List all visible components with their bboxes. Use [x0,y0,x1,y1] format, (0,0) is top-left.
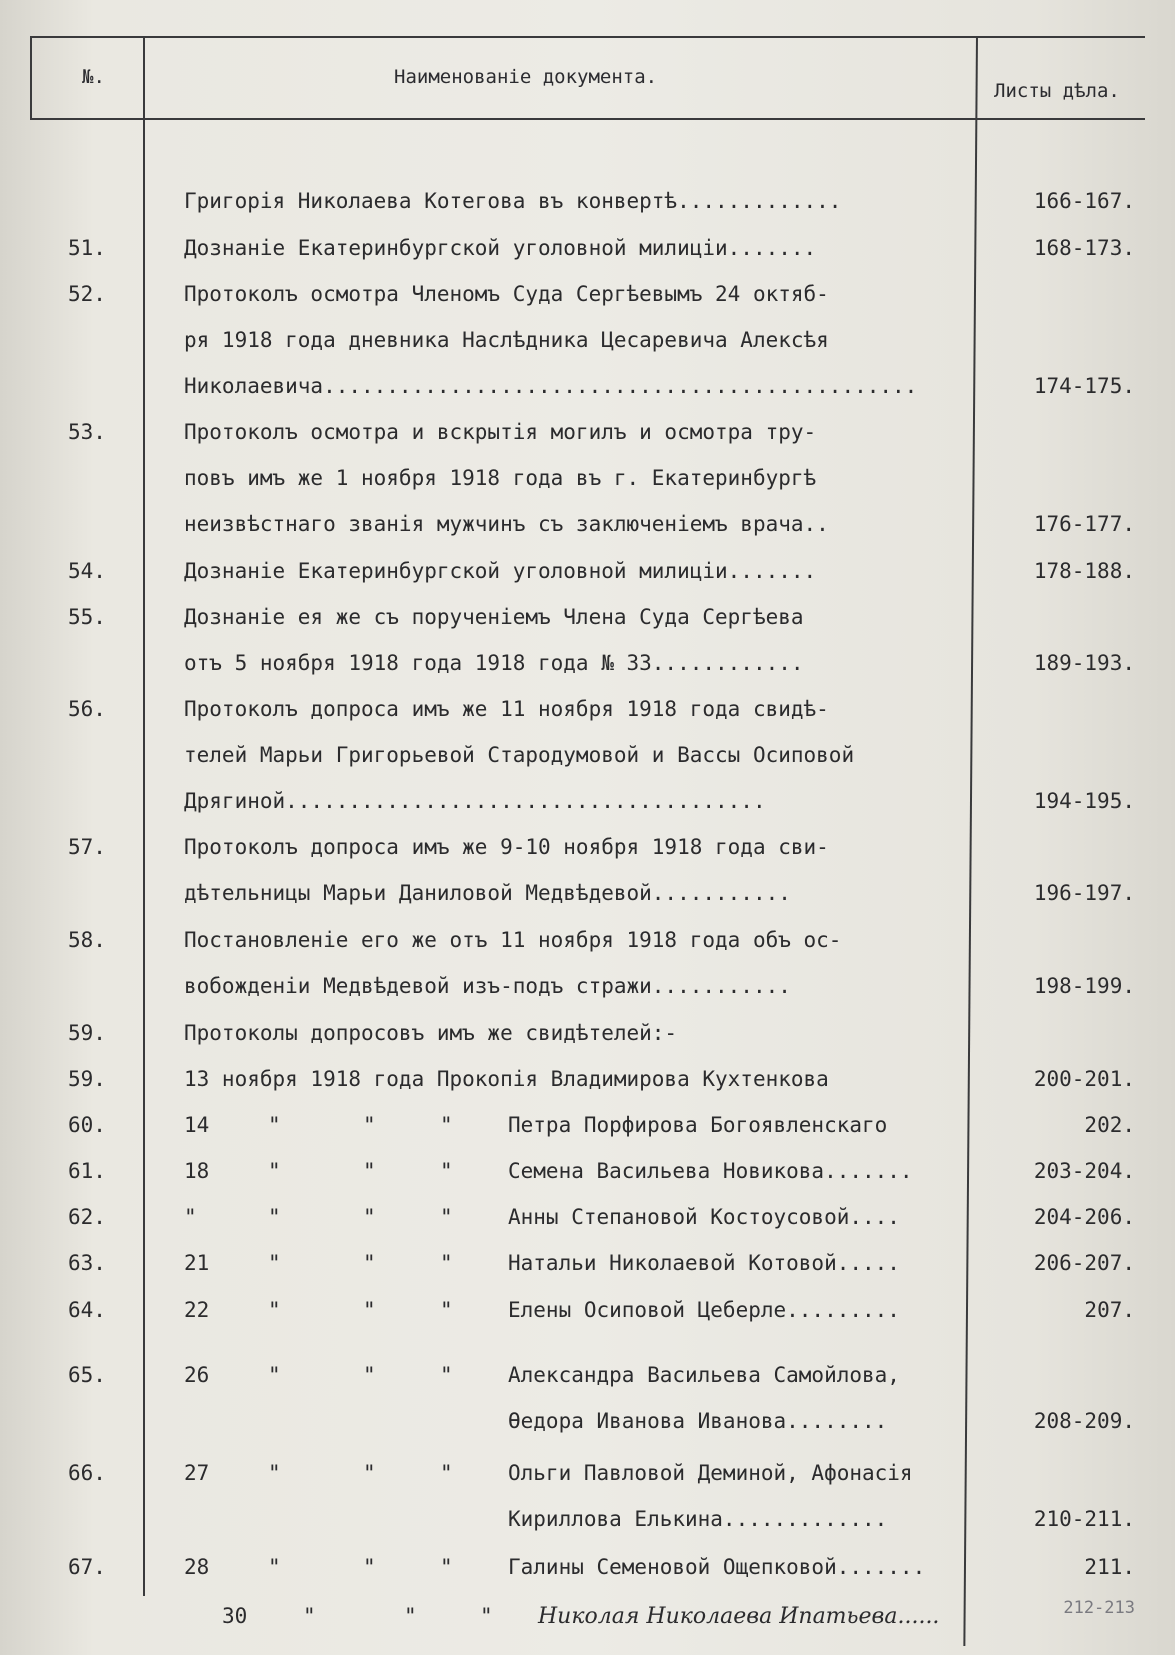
item-title: вобожденіи Медвѣдевой изъ-подъ стражи........... [184,974,791,998]
item-title: Протоколъ осмотра и вскрытія могилъ и осмотра тру- [184,420,817,444]
item-number: 53. [68,420,106,444]
item-title: дѣтельницы Марьи Даниловой Медвѣдевой........... [184,881,791,905]
witness-name: Натальи Николаевой Котовой..... [508,1251,900,1275]
sub-list-item [0,1290,1175,1334]
list-item [0,781,1175,825]
item-title: отъ 5 ноября 1918 года 1918 года № 33............ [184,651,804,675]
item-day: 18 [184,1159,210,1183]
item-day: 30 [222,1604,248,1628]
item-title: Протоколъ допроса имъ же 9-10 ноября 1918 года сви- [184,835,829,859]
list-item [0,689,1175,733]
item-pages: 206-207. [1033,1251,1135,1275]
ditto-mark: " [268,1555,281,1579]
item-pages: 204-206. [1033,1205,1135,1229]
item-pages: 189-193. [1033,651,1135,675]
ditto-mark: " [363,1363,376,1387]
item-day: 27 [184,1461,210,1485]
left-border-rule [30,36,32,120]
item-pages: 200-201. [1033,1067,1135,1091]
sub-list-item [0,1596,1175,1640]
ditto-mark: " [404,1604,417,1628]
item-title: Дрягиной...................................... [184,789,766,813]
item-day: 14 [184,1113,210,1137]
item-pages: 196-197. [1033,881,1135,905]
item-pages: 210-211. [1033,1507,1135,1531]
list-item [0,643,1175,687]
item-day: 28 [184,1555,210,1579]
sub-list-item [0,1151,1175,1195]
ditto-mark: " [363,1113,376,1137]
sub-list-item [0,1453,1175,1497]
item-title: Протоколы допросовъ имъ же свидѣтелей:- [184,1021,678,1045]
witness-name: Николая Николаева Ипатьева...... [538,1604,940,1629]
item-number: 60. [68,1113,106,1137]
item-number: 63. [68,1251,106,1275]
witness-name: Анны Степановой Костоусовой.... [508,1205,900,1229]
witness-name: Ѳедора Иванова Иванова........ [508,1409,888,1433]
ditto-mark: " [440,1461,453,1485]
ditto-mark: " [303,1604,316,1628]
witness-name: Галины Семеновой Ощепковой....... [508,1555,926,1579]
list-item [0,228,1175,272]
sub-list-item [0,1401,1175,1445]
item-number: 64. [68,1298,106,1322]
item-number: 52. [68,282,106,306]
item-number: 51. [68,236,106,260]
item-pages: 194-195. [1033,789,1135,813]
ditto-mark: " [480,1604,493,1628]
ditto-mark: " [440,1555,453,1579]
item-pages: 208-209. [1033,1409,1135,1433]
item-title: Николаевича............................................... [184,374,918,398]
item-title: Григорія Николаева Котегова въ конвертѣ............. [184,189,842,213]
item-number: 59. [68,1067,106,1091]
item-day: 22 [184,1298,210,1322]
ditto-mark: " [363,1159,376,1183]
item-number: 65. [68,1363,106,1387]
item-pages: 211. [1084,1555,1135,1579]
witness-name: Кириллова Елькина............. [508,1507,888,1531]
item-number: 58. [68,928,106,952]
item-pages: 198-199. [1033,974,1135,998]
item-title: 13 ноября 1918 года Прокопія Владимирова Кухтенкова [184,1067,829,1091]
item-title: Дознаніе ея же съ порученіемъ Члена Суда Сергѣева [184,605,804,629]
witness-name: Елены Осиповой Цеберле......... [508,1298,900,1322]
ditto-mark: " [363,1555,376,1579]
list-item [0,873,1175,917]
item-title: Постановленіе его же отъ 11 ноября 1918 года объ ос- [184,928,842,952]
ditto-mark: " [268,1298,281,1322]
list-item [0,966,1175,1010]
item-number: 67. [68,1555,106,1579]
item-title: неизвѣстнаго званія мужчинъ съ заключеніемъ врача.. [184,512,829,536]
list-item [0,320,1175,364]
list-item [0,920,1175,964]
item-pages: 178-188. [1033,559,1135,583]
header-num: №. [82,66,105,88]
list-item [0,735,1175,779]
list-item [0,827,1175,871]
item-number: 66. [68,1461,106,1485]
ditto-mark: " [363,1461,376,1485]
item-number: 55. [68,605,106,629]
header-pages: Листы дѣла. [994,80,1120,102]
item-title: телей Марьи Григорьевой Стародумовой и Вассы Осиповой [184,743,855,767]
list-item [0,274,1175,318]
ditto-mark: " [268,1461,281,1485]
ditto-mark: " [268,1363,281,1387]
item-number: 59. [68,1021,106,1045]
item-title: Дознаніе Екатеринбургской уголовной милиціи....... [184,236,817,260]
sub-list-item [0,1105,1175,1149]
header-title: Наименованіе документа. [394,66,658,88]
item-pages: 168-173. [1033,236,1135,260]
list-item [0,181,1175,225]
item-title: Дознаніе Екатеринбургской уголовной милиціи....... [184,559,817,583]
item-pages: 166-167. [1033,189,1135,213]
header-bottom-rule [30,118,1145,120]
sub-list-item [0,1499,1175,1543]
item-pages: 207. [1084,1298,1135,1322]
ditto-mark: " [268,1205,281,1229]
list-item [0,458,1175,502]
item-title: ря 1918 года дневника Наслѣдника Цесаревича Алексѣя [184,328,829,352]
item-title: Протоколъ допроса имъ же 11 ноября 1918 года свидѣ- [184,697,829,721]
sub-list-item [0,1547,1175,1591]
item-day: " [184,1205,197,1229]
ditto-mark: " [268,1159,281,1183]
item-pages: 212-213 [1063,1598,1135,1618]
list-item [0,597,1175,641]
list-item [0,1059,1175,1103]
ditto-mark: " [440,1159,453,1183]
ditto-mark: " [440,1298,453,1322]
ditto-mark: " [363,1251,376,1275]
ditto-mark: " [268,1113,281,1137]
item-title: повъ имъ же 1 ноября 1918 года въ г. Екатеринбургѣ [184,466,817,490]
list-item [0,412,1175,456]
witness-name: Ольги Павловой Деминой, Афонасія [508,1461,913,1485]
item-number: 62. [68,1205,106,1229]
list-item [0,366,1175,410]
item-pages: 174-175. [1033,374,1135,398]
item-number: 54. [68,559,106,583]
ditto-mark: " [363,1298,376,1322]
witness-name: Семена Васильева Новикова....... [508,1159,913,1183]
list-item [0,504,1175,548]
item-day: 21 [184,1251,210,1275]
item-pages: 203-204. [1033,1159,1135,1183]
ditto-mark: " [363,1205,376,1229]
list-item [0,551,1175,595]
item-title: Протоколъ осмотра Членомъ Суда Сергѣевымъ 24 октяб- [184,282,829,306]
ditto-mark: " [268,1251,281,1275]
ditto-mark: " [440,1113,453,1137]
ditto-mark: " [440,1363,453,1387]
item-number: 57. [68,835,106,859]
item-number: 56. [68,697,106,721]
item-pages: 176-177. [1033,512,1135,536]
sub-list-item [0,1355,1175,1399]
item-day: 26 [184,1363,210,1387]
ditto-mark: " [440,1205,453,1229]
item-number: 61. [68,1159,106,1183]
ditto-mark: " [440,1251,453,1275]
sub-list-item [0,1243,1175,1287]
item-pages: 202. [1084,1113,1135,1137]
witness-name: Петра Порфирова Богоявленскаго [508,1113,888,1137]
list-item [0,1013,1175,1057]
sub-list-item [0,1197,1175,1241]
witness-name: Александра Васильева Самойлова, [508,1363,900,1387]
